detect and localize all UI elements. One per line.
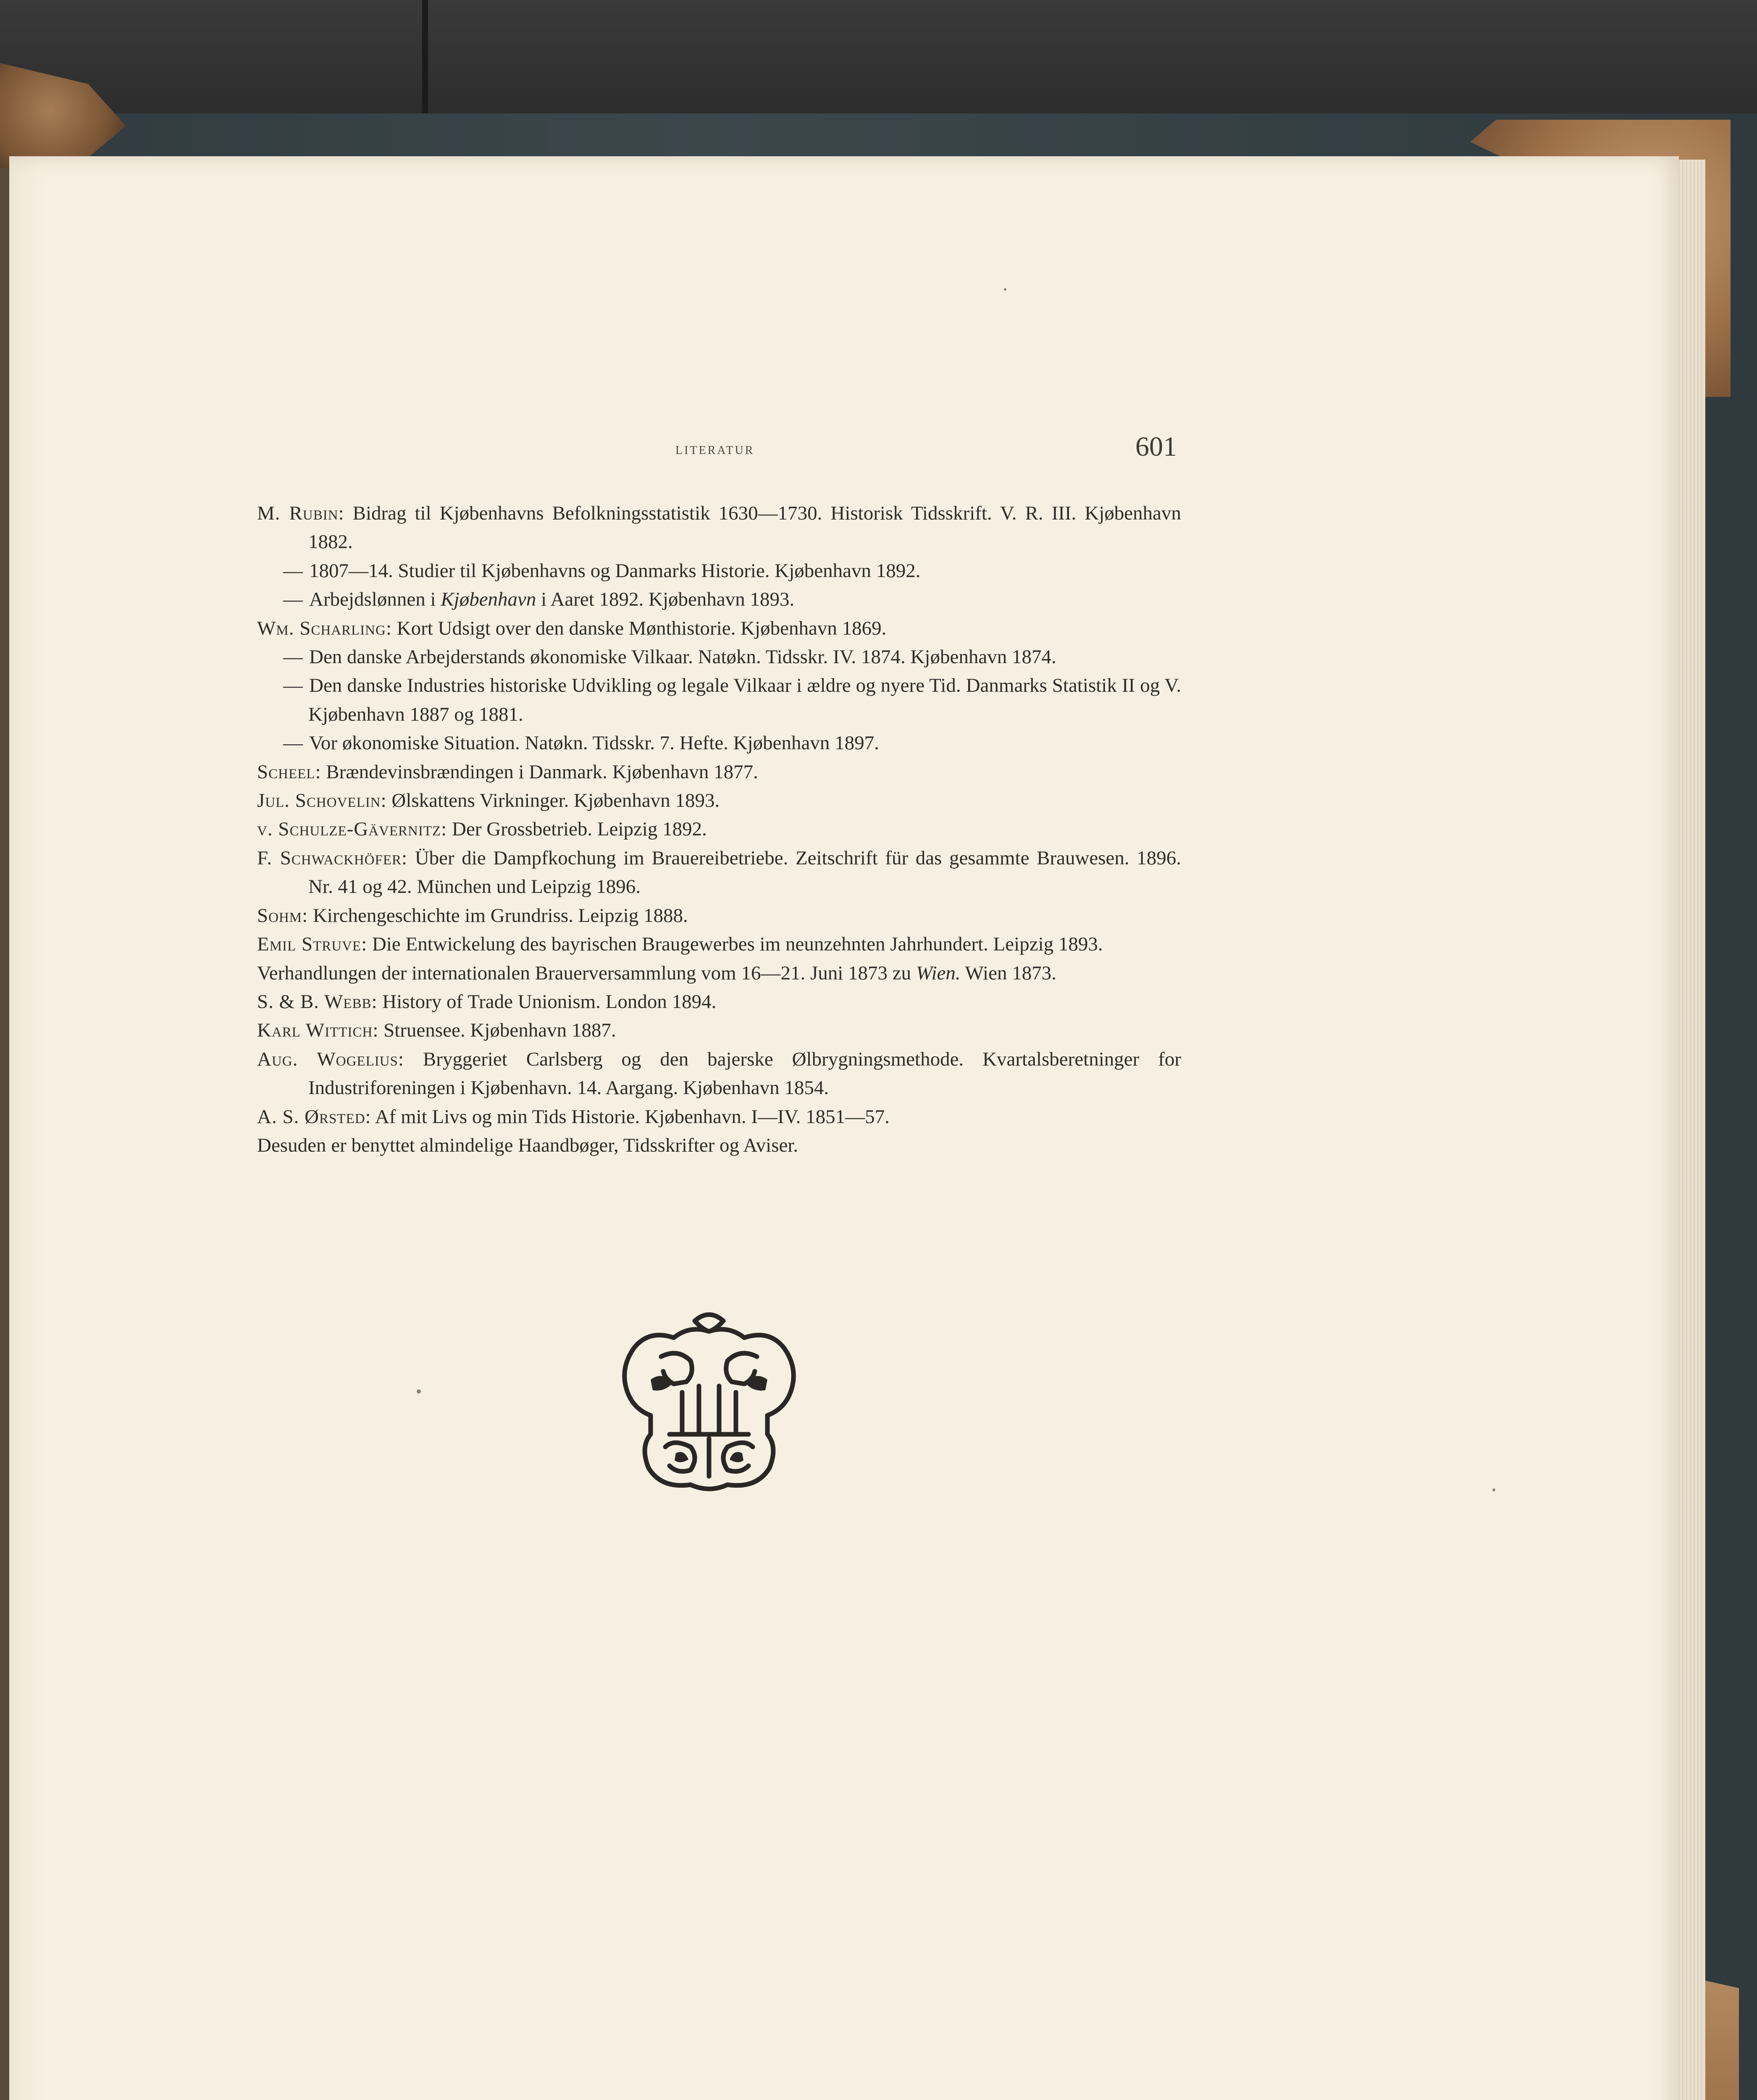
entry-author: F. Schwackhöfer: — [257, 847, 408, 869]
entry-italic: Kjøbenhavn — [441, 588, 536, 611]
bibliography-entry — [257, 901, 1181, 930]
running-head: LITERATUR — [675, 444, 755, 457]
entry-text: Vor økonomiske Situation. Natøkn. Tidsskr. 7. Hefte. Kjøbenhavn 1897. — [309, 732, 879, 754]
entry-text: Der Grossbetrieb. Leipzig 1892. — [447, 818, 707, 840]
ditto-dash: — — [283, 646, 303, 668]
entry-text: Ølskattens Virkninger. Kjøbenhavn 1893. — [386, 790, 720, 812]
entry-text: Kirchengeschichte im Grundriss. Leipzig 1888. — [308, 904, 688, 927]
page-edges — [1676, 160, 1705, 2100]
ditto-dash: — — [283, 675, 303, 697]
bibliography-entry — [257, 987, 1181, 1016]
bibliography-list — [257, 499, 1181, 1160]
entry-italic: Wien. — [916, 962, 961, 984]
entry-author: Emil Struve: — [257, 933, 368, 956]
bibliography-entry — [257, 1016, 1181, 1045]
entry-text: Verhandlungen der internationalen Brauerversammlung vom 16—21. Juni 1873 zu — [257, 962, 916, 984]
ditto-dash: — — [283, 732, 303, 754]
entry-author: S. & B. Webb: — [257, 990, 378, 1013]
entry-text: History of Trade Unionism. London 1894. — [377, 990, 717, 1013]
entry-text: Arbejdslønnen i — [309, 588, 441, 611]
entry-text: Af mit Livs og min Tids Historie. Kjøbenhavn. I—IV. 1851—57. — [371, 1105, 890, 1128]
bibliography-entry — [257, 643, 1181, 671]
entry-author: Wm. Scharling: — [257, 617, 392, 639]
paper-speck — [1004, 288, 1006, 291]
bibliography-entry — [257, 815, 1181, 843]
ditto-dash: — — [283, 559, 303, 582]
ditto-dash: — — [283, 588, 303, 611]
entry-author: Jul. Schovelin: — [257, 790, 387, 812]
bibliography-entry — [257, 1131, 1181, 1160]
entry-text: Die Entwickelung des bayrischen Braugewerbes im neunzehnten Jahrhundert. Leipzig 1893. — [367, 933, 1103, 956]
scanner-background — [0, 0, 1757, 126]
entry-text: Brændevinsbrændingen i Danmark. Kjøbenhavn 1877. — [321, 761, 758, 783]
entry-text: Bryggeriet Carlsberg og den bajerske Ølbrygningsmethode. Kvartalsberetninger for Industriforeningen i Kjøbenhavn. 14. Aargang. Kjøbenhavn 1854. — [308, 1048, 1181, 1099]
scanner-divider — [422, 0, 428, 126]
elephants-ornament-icon — [611, 1308, 807, 1497]
entry-text: Bidrag til Kjøbenhavns Befolkningsstatistik 1630—1730. Historisk Tidsskrift. V. R. III. Kjøbenhavn 1882. — [308, 502, 1181, 553]
bibliography-entry — [257, 499, 1181, 556]
bibliography-entry — [257, 959, 1181, 987]
entry-author: v. Schulze-Gävernitz: — [257, 818, 447, 840]
entry-text: Über die Dampfkochung im Brauereibetriebe. Zeitschrift für das gesammte Brauwesen. 1896. Nr. 41 og 42. München und Leipzig 1896. — [308, 847, 1181, 898]
entry-text: Kort Udsigt over den danske Mønthistorie. Kjøbenhavn 1869. — [391, 617, 887, 639]
entry-author: M. Rubin: — [257, 502, 344, 524]
bibliography-entry — [257, 585, 1181, 614]
entry-text: 1807—14. Studier til Kjøbenhavns og Danmarks Historie. Kjøbenhavn 1892. — [309, 559, 921, 582]
entry-author: A. S. Ørsted: — [257, 1105, 371, 1128]
bibliography-entry — [257, 671, 1181, 729]
entry-author: Karl Wittich: — [257, 1019, 379, 1042]
bibliography-entry — [257, 786, 1181, 815]
bibliography-entry — [257, 844, 1181, 901]
bibliography-entry — [257, 614, 1181, 643]
entry-text: Struensee. Kjøbenhavn 1887. — [378, 1019, 616, 1042]
bibliography-entry — [257, 729, 1181, 757]
entry-text: Desuden er benyttet almindelige Haandbøger, Tidsskrifter og Aviser. — [257, 1134, 798, 1156]
bibliography-entry — [257, 556, 1181, 585]
entry-text: Den danske Arbejderstands økonomiske Vilkaar. Natøkn. Tidsskr. IV. 1874. Kjøbenhavn 1874. — [309, 646, 1056, 668]
entry-author: Scheel: — [257, 761, 321, 783]
page-number: 601 — [1135, 431, 1177, 462]
bibliography-entry — [257, 1045, 1181, 1102]
entry-text: Den danske Industries historiske Udvikling og legale Vilkaar i ældre og nyere Tid. Danmarks Statistik II og V. Kjøbenhavn 1887 og 1881. — [308, 675, 1181, 725]
entry-text: Wien 1873. — [960, 962, 1056, 984]
bibliography-entry — [257, 1102, 1181, 1131]
entry-text: i Aaret 1892. Kjøbenhavn 1893. — [536, 588, 795, 611]
bibliography-entry — [257, 758, 1181, 786]
bibliography-entry — [257, 930, 1181, 958]
entry-author: Aug. Wogelius: — [257, 1048, 404, 1070]
paper-speck — [417, 1389, 421, 1394]
paper-speck — [1492, 1488, 1495, 1491]
entry-author: Sohm: — [257, 904, 308, 927]
